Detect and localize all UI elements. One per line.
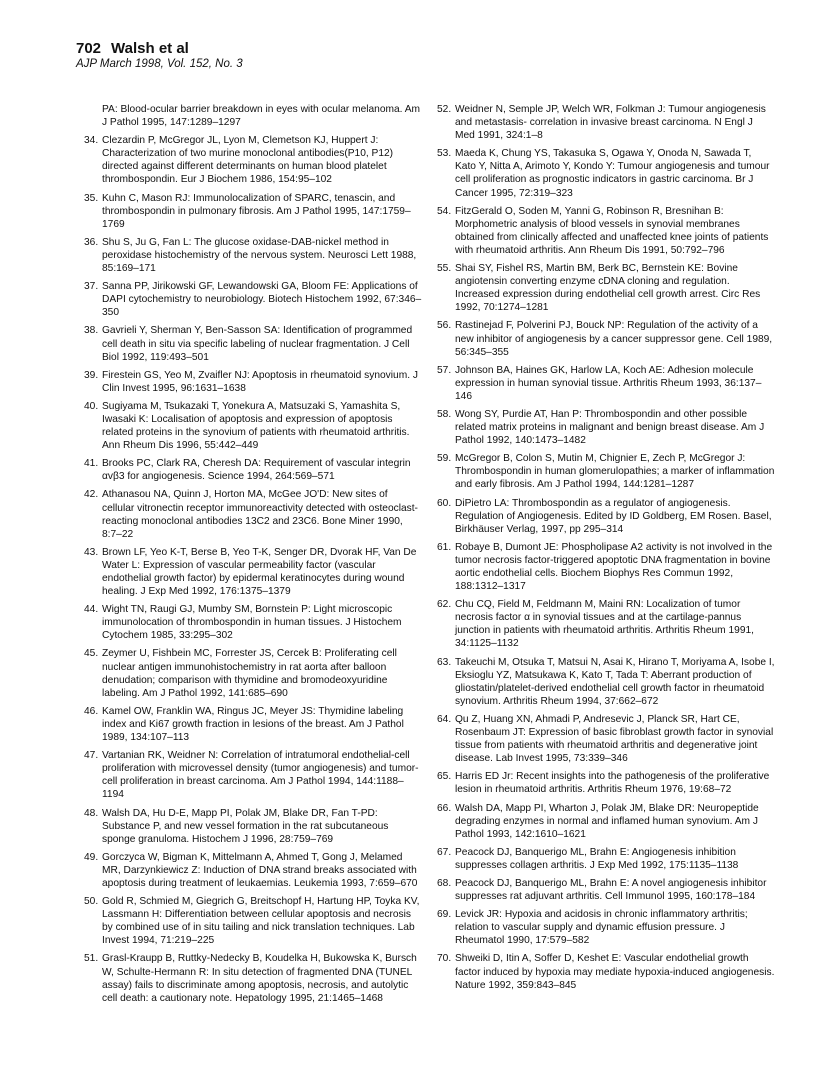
reference-number: 35. xyxy=(84,192,99,204)
reference-item xyxy=(84,749,422,801)
reference-number: 44. xyxy=(84,604,99,616)
reference-text: Shu S, Ju G, Fan L: The glucose oxidase-DAB-nickel method in peroxidase histochemistry of the nervous system. Neurosci Lett 1988, 85:169–171 xyxy=(102,236,417,275)
reference-number: 66. xyxy=(437,802,452,814)
reference-number: 62. xyxy=(437,599,452,611)
reference-text: Rastinejad F, Polverini PJ, Bouck NP: Regulation of the activity of a new inhibitor of angiogenesis by a cancer suppressor gene. Cell 1989, 56:345–355 xyxy=(455,320,773,358)
reference-item xyxy=(437,713,775,765)
page-header xyxy=(76,40,243,70)
references-left-column xyxy=(84,103,422,1010)
reference-text: Sugiyama M, Tsukazaki T, Yonekura A, Matsuzaki S, Yamashita S, Iwasaki K: Localisation of apoptosis and expression of apoptosis related proteins in the synovium of patients with rheumatoid arthritis. Ann Rheum Dis 1996, 55:442–449 xyxy=(102,400,410,452)
reference-item xyxy=(437,952,775,991)
reference-number: 56. xyxy=(437,320,452,332)
reference-text: Weidner N, Semple JP, Welch WR, Folkman J: Tumour angiogenesis and metastasis- correlation in invasive breast carcinoma. N Engl J Med 1991, 324:1–8 xyxy=(455,104,766,142)
reference-item xyxy=(84,647,422,699)
reference-item xyxy=(437,452,775,491)
reference-text: Firestein GS, Yeo M, Zvaifler NJ: Apoptosis in rheumatoid synovium. J Clin Invest 1995, 96:1631–1638 xyxy=(102,369,418,394)
reference-text: Grasl-Kraupp B, Ruttky-Nedecky B, Koudelka H, Bukowska K, Bursch W, Schulte-Hermann R: In situ detection of fragmented DNA (TUNEL assay) fails to discriminate among apoptosis, necrosis, and autolytic cell death: a cautionary note. Hepatology 1995, 21:1465–1468 xyxy=(102,953,417,1004)
reference-item xyxy=(437,846,775,872)
reference-item xyxy=(84,134,422,186)
reference-number: 40. xyxy=(84,400,99,412)
reference-number: 45. xyxy=(84,648,99,660)
reference-number: 41. xyxy=(84,458,99,470)
running-authors: Walsh et al xyxy=(111,40,189,57)
reference-item xyxy=(437,103,775,142)
journal-citation: AJP March 1998, Vol. 152, No. 3 xyxy=(76,58,243,70)
reference-number: 60. xyxy=(437,497,452,509)
reference-text: Vartanian RK, Weidner N: Correlation of intratumoral endothelial-cell proliferation with microvessel density (tumor angiogenesis) and tumor-cell proliferation in breast carcinoma. Am J Pathol 1994, 144:1188–1194 xyxy=(102,750,419,801)
reference-item xyxy=(84,457,422,483)
reference-item xyxy=(437,908,775,947)
reference-item xyxy=(437,770,775,796)
reference-number: 51. xyxy=(84,953,99,965)
reference-text: PA: Blood-ocular barrier breakdown in eyes with ocular melanoma. Am J Pathol 1995, 147:1289–1297 xyxy=(102,104,421,129)
reference-text: Brooks PC, Clark RA, Cheresh DA: Requirement of vascular integrin αvβ3 for angiogenesis. Science 1994, 264:569–571 xyxy=(102,458,411,483)
reference-item xyxy=(84,807,422,846)
reference-text: Shweiki D, Itin A, Soffer D, Keshet E: Vascular endothelial growth factor induced by hypoxia may mediate hypoxia-induced angiogenesis. Nature 1992, 359:843–845 xyxy=(455,953,775,991)
reference-item xyxy=(437,408,775,447)
reference-number: 36. xyxy=(84,236,99,248)
reference-number: 48. xyxy=(84,807,99,819)
reference-number: 50. xyxy=(84,896,99,908)
reference-text: Walsh DA, Hu D-E, Mapp PI, Polak JM, Blake DR, Fan T-PD: Substance P, and new vessel formation in the rat subcutaneous sponge granuloma. Histochem J 1996, 28:759–769 xyxy=(102,807,389,845)
reference-text: DiPietro LA: Thrombospondin as a regulator of angiogenesis. Regulation of Angiogenesis. Edited by ID Goldberg, EM Rosen. Basel, Birkhäuser Verlag, 1997, pp 295–314 xyxy=(455,497,772,535)
reference-item xyxy=(437,262,775,314)
reference-text: Robaye B, Dumont JE: Phospholipase A2 activity is not involved in the tumor necrosis factor-triggered apoptotic DNA fragmentation in bovine aortic endothelial cells. Biochem Biophys Res Commun 1992, 188:1312–1317 xyxy=(455,541,773,593)
reference-text: Qu Z, Huang XN, Ahmadi P, Andresevic J, Planck SR, Hart CE, Rosenbaum JT: Expression of basic fibroblast growth factor in synovial tissue from patients with rheumatoid arthritis and degenerative joint disease. Lab Invest 1995, 73:339–346 xyxy=(455,713,774,765)
page-number: 702 xyxy=(76,40,102,57)
reference-number: 49. xyxy=(84,851,99,863)
reference-text: Kuhn C, Mason RJ: Immunolocalization of SPARC, tenascin, and thrombospondin in pulmonary fibrosis. Am J Pathol 1995, 147:1759–1769 xyxy=(102,192,411,230)
reference-text: Gorczyca W, Bigman K, Mittelmann A, Ahmed T, Gong J, Melamed MR, Darzynkiewicz Z: Induction of DNA strand breaks associated with apoptosis during treatment of leukaemias. Leukemia 1993, 7:659–670 xyxy=(102,851,418,889)
reference-item xyxy=(84,851,422,890)
reference-item xyxy=(437,364,775,403)
reference-number: 54. xyxy=(437,205,452,217)
reference-text: Brown LF, Yeo K-T, Berse B, Yeo T-K, Senger DR, Dvorak HF, Van De Water L: Expression of vascular permeability factor (vascular endothelial growth factor) by epidermal keratinocytes during wound healing. J Exp Med 1992, 176:1375–1379 xyxy=(102,546,417,598)
reference-item xyxy=(437,877,775,903)
reference-item xyxy=(84,546,422,598)
reference-text: Wight TN, Raugi GJ, Mumby SM, Bornstein P: Light microscopic immunolocation of thrombospondin in human tissues. J Histochem Cytochem 1985, 33:295–302 xyxy=(102,604,402,642)
reference-text: Maeda K, Chung YS, Takasuka S, Ogawa Y, Onoda N, Sawada T, Kato Y, Nitta A, Arimoto Y, Kondo Y: Tumour angiogenesis and tumour cell proliferation as prognostic indicators in gastric carcinoma. Br J Cancer 1995, 72:319–323 xyxy=(455,148,770,199)
reference-text: Levick JR: Hypoxia and acidosis in chronic inflammatory arthritis; relation to vascular supply and dynamic effusion pressure. J Rheumatol 1990, 17:579–582 xyxy=(455,909,748,947)
reference-item xyxy=(84,952,422,1004)
reference-item xyxy=(84,192,422,231)
reference-number: 46. xyxy=(84,705,99,717)
reference-number: 58. xyxy=(437,408,452,420)
reference-number: 63. xyxy=(437,656,452,668)
reference-item xyxy=(437,205,775,257)
reference-item xyxy=(84,603,422,642)
reference-number: 69. xyxy=(437,909,452,921)
reference-number: 39. xyxy=(84,369,99,381)
reference-text: Zeymer U, Fishbein MC, Forrester JS, Cercek B: Proliferating cell nuclear antigen immunohistochemistry in rat aorta after balloon denudation; comparison with thymidine and bromodeoxyuridine labeling. Am J Pathol 1992, 141:685–690 xyxy=(102,648,397,699)
reference-text: Gavrieli Y, Sherman Y, Ben-Sasson SA: Identification of programmed cell death in situ via specific labeling of nuclear fragmentation. J Cell Biol 1992, 119:493–501 xyxy=(102,325,413,363)
reference-item xyxy=(437,598,775,650)
reference-item xyxy=(84,895,422,947)
reference-text: Takeuchi M, Otsuka T, Matsui N, Asai K, Hirano T, Moriyama A, Isobe I, Eksioglu YZ, Matsukawa K, Kato T, Tada T: Aberrant production of gliostatin/platelet-derived endothelial cell growth factor in rheumatoid synovium. Arthritis Rheum 1994, 37:662–672 xyxy=(455,656,775,707)
reference-text: Walsh DA, Mapp PI, Wharton J, Polak JM, Blake DR: Neuropeptide degrading enzymes in normal and inflamed human synovium. Am J Pathol 1993, 142:1610–1621 xyxy=(455,802,759,840)
reference-number: 52. xyxy=(437,104,452,115)
reference-item xyxy=(84,280,422,319)
reference-number: 57. xyxy=(437,364,452,376)
reference-number: 34. xyxy=(84,135,99,147)
reference-item xyxy=(437,802,775,841)
page-number-line xyxy=(76,40,243,57)
reference-number: 55. xyxy=(437,263,452,275)
reference-text: Harris ED Jr: Recent insights into the pathogenesis of the proliferative lesion in rheumatoid arthritis. Arthritis Rheum 1976, 19:68–72 xyxy=(455,771,770,796)
reference-text: McGregor B, Colon S, Mutin M, Chignier E, Zech P, McGregor J: Thrombospondin in human glomerulopathies; a marker of inflammation and early fibrosis. Am J Pathol 1994, 144:1281–1287 xyxy=(455,453,775,491)
reference-item xyxy=(84,324,422,363)
reference-number: 59. xyxy=(437,453,452,465)
reference-text: FitzGerald O, Soden M, Yanni G, Robinson R, Bresnihan B: Morphometric analysis of blood vessels in synovial membranes obtained from clinically affected and unaffected knee joints of patients with rheumatoid arthritis. Ann Rheum Dis 1991, 50:792–796 xyxy=(455,205,769,256)
reference-number: 65. xyxy=(437,771,452,783)
reference-text: Peacock DJ, Banquerigo ML, Brahn E: A novel angiogenesis inhibitor suppresses rat adjuvant arthritis. Cell Immunol 1995, 160:178–184 xyxy=(455,877,767,903)
reference-text: Gold R, Schmied M, Giegrich G, Breitschopf H, Hartung HP, Toyka KV, Lassmann H: Differentiation between cellular apoptosis and necrosis by combined use of in situ tailing and nick translation techniques. Lab Invest 1994, 71:219–225 xyxy=(102,896,420,947)
reference-text: Athanasou NA, Quinn J, Horton MA, McGee JO'D: New sites of cellular vitronectin receptor immunoreactivity detected with osteoclast-reacting monoclonal antibodies 13C2 and 23C6. Bone Miner 1990, 8:7–22 xyxy=(102,489,418,540)
reference-number: 42. xyxy=(84,489,99,501)
reference-number: 53. xyxy=(437,148,452,160)
reference-number: 67. xyxy=(437,846,452,858)
reference-number: 70. xyxy=(437,953,452,965)
reference-number: 38. xyxy=(84,325,99,337)
references-right-column xyxy=(437,103,775,997)
reference-number: 61. xyxy=(437,541,452,553)
reference-text: Sanna PP, Jirikowski GF, Lewandowski GA, Bloom FE: Applications of DAPI cytochemistry to neurobiology. Biotech Histochem 1992, 67:346–350 xyxy=(102,281,422,319)
reference-text: Peacock DJ, Banquerigo ML, Brahn E: Angiogenesis inhibition suppresses collagen arthritis. J Exp Med 1992, 175:1135–1138 xyxy=(455,846,739,871)
reference-item xyxy=(84,103,422,129)
reference-number: 47. xyxy=(84,750,99,762)
reference-number: 43. xyxy=(84,546,99,558)
reference-text: Shai SY, Fishel RS, Martin BM, Berk BC, Bernstein KE: Bovine angiotensin converting enzyme cDNA cloning and regulation. Increased expression during endothelial cell growth arrest. Circ Res 1992, 70:1274–1281 xyxy=(455,263,761,314)
reference-text: Kamel OW, Franklin WA, Ringus JC, Meyer JS: Thymidine labeling index and Ki67 growth fraction in lesions of the breast. Am J Pathol 1989, 134:107–113 xyxy=(102,705,404,744)
reference-item xyxy=(84,369,422,395)
reference-item xyxy=(84,488,422,540)
reference-item xyxy=(437,319,775,358)
reference-item xyxy=(437,147,775,199)
reference-number: 64. xyxy=(437,713,452,725)
reference-item xyxy=(437,541,775,593)
reference-text: Clezardin P, McGregor JL, Lyon M, Clemetson KJ, Huppert J: Characterization of two murine monoclonal antibodies(P10, P12) directed against different determinants on human blood platelet thrombospondin. Eur J Biochem 1986, 154:95–102 xyxy=(102,135,394,186)
reference-number: 68. xyxy=(437,877,452,889)
reference-text: Chu CQ, Field M, Feldmann M, Maini RN: Localization of tumor necrosis factor α in synovial tissues and at the cartilage-pannus junction in patients with rheumatoid arthritis. Arthritis Rheum 1991, 34:1125–1132 xyxy=(455,599,754,650)
reference-item xyxy=(437,497,775,536)
reference-item xyxy=(84,236,422,275)
reference-item xyxy=(84,400,422,452)
reference-text: Wong SY, Purdie AT, Han P: Thrombospondin and other possible related matrix proteins in malignant and benign breast disease. Am J Pathol 1992, 140:1473–1482 xyxy=(455,408,765,447)
reference-item xyxy=(437,656,775,708)
reference-number: 37. xyxy=(84,281,99,293)
reference-item xyxy=(84,705,422,744)
reference-text: Johnson BA, Haines GK, Harlow LA, Koch AE: Adhesion molecule expression in human synovial tissue. Arthritis Rheum 1993, 36:137–146 xyxy=(455,364,762,402)
